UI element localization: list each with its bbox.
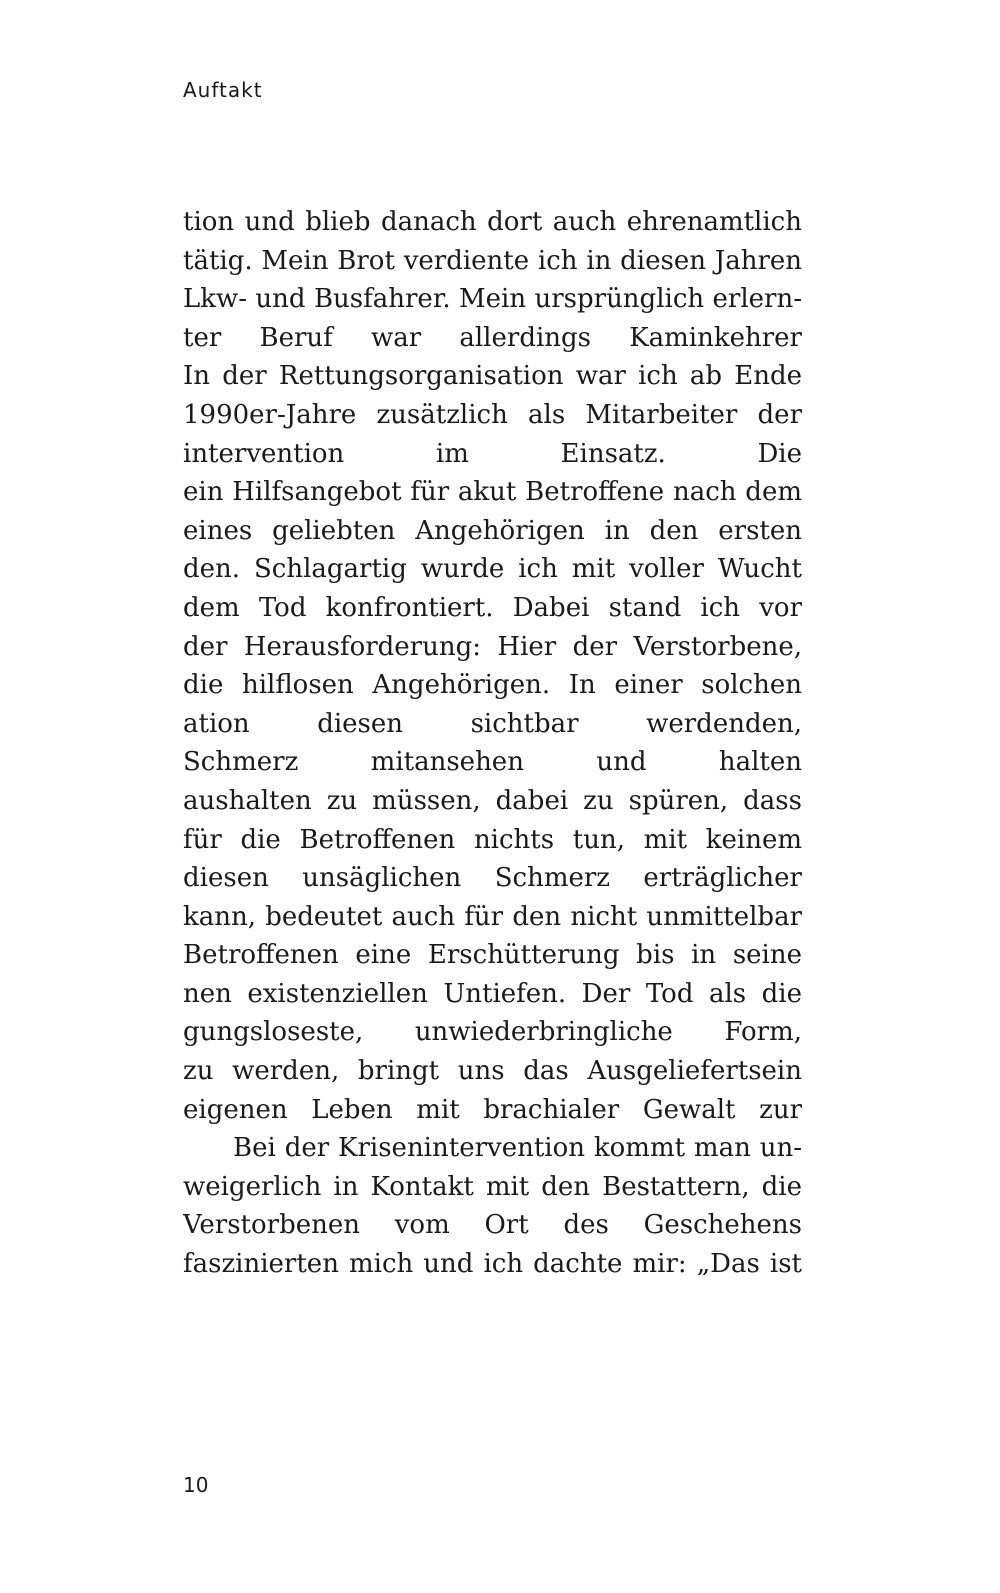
text-line: kann, bedeutet auch für den nicht unmittelbar [183, 901, 802, 932]
text-line: 1990er-Jahre zusätzlich als Mitarbeiter der [183, 399, 802, 430]
paragraph-2 [183, 1129, 802, 1283]
text-line: diesen unsäglichen Schmerz erträglicher [183, 863, 802, 894]
text-line: gungsloseste, unwiederbringliche Form, [183, 1017, 802, 1048]
page-number: 10 [183, 1473, 209, 1497]
text-line: eigenen Leben mit brachialer Gewalt zur [183, 1094, 802, 1125]
running-head: Auftakt [183, 78, 263, 102]
text-line: tion und blieb danach dort auch ehrenamtlich [183, 207, 802, 237]
text-line: Betroffenen eine Erschütterung bis in seine [183, 940, 802, 971]
text-line: weigerlich in Kontakt mit den Bestattern, die [183, 1171, 802, 1202]
text-line: für die Betroffenen nichts tun, mit keinem [183, 824, 802, 855]
text-line: tätig. Mein Brot verdiente ich in diesen Jahren [183, 245, 802, 276]
body-text [183, 203, 802, 1284]
text-line: dem Tod konfrontiert. Dabei stand ich vor [183, 592, 802, 623]
text-line: faszinierten mich und ich dachte mir: „Das ist [183, 1249, 802, 1280]
text-line: Bei der Krisenintervention kommt man un- [233, 1133, 802, 1164]
text-line: In der Rettungsorganisation war ich ab Ende [183, 361, 802, 392]
text-line: Verstorbenen vom Ort des Geschehens [183, 1210, 802, 1241]
text-line: zu werden, bringt uns das Ausgeliefertsein [183, 1056, 802, 1087]
text-line: Lkw- und Busfahrer. Mein ursprünglich erlern- [183, 284, 802, 315]
text-line: intervention im Einsatz. Die [183, 438, 802, 469]
text-line: der Herausforderung: Hier der Verstorbene, [183, 631, 802, 662]
text-line: ation diesen sichtbar werdenden, [183, 708, 802, 739]
text-line: nen existenziellen Untiefen. Der Tod als die [183, 978, 802, 1009]
text-line: ein Hilfsangebot für akut Betroffene nach dem [183, 477, 802, 508]
text-line: den. Schlagartig wurde ich mit voller Wucht [183, 554, 802, 585]
text-line: ter Beruf war allerdings Kaminkehrer [183, 322, 802, 353]
text-line: aushalten zu müssen, dabei zu spüren, dass [183, 785, 802, 816]
text-line: eines geliebten Angehörigen in den ersten [183, 515, 802, 546]
text-line: Schmerz mitansehen und halten [183, 747, 802, 778]
text-line: die hilflosen Angehörigen. In einer solchen [183, 670, 802, 701]
paragraph-1 [183, 203, 802, 1129]
